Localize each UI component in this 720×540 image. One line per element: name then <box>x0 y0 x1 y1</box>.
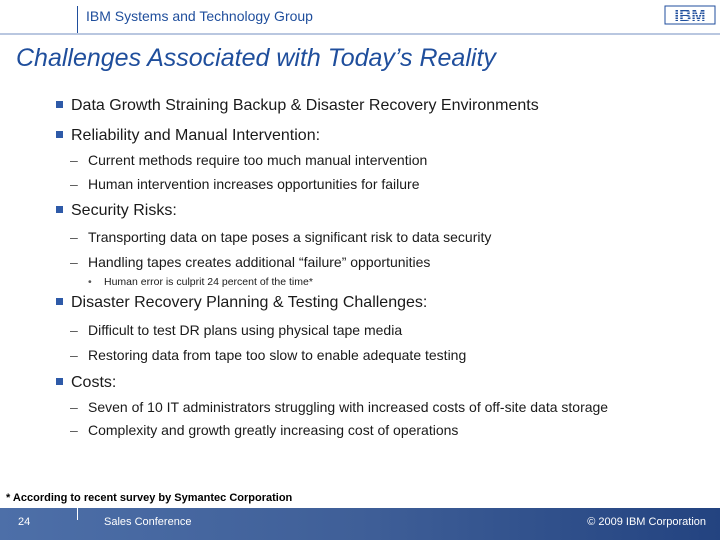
svg-text:IBM: IBM <box>674 6 706 25</box>
sub-bullet-item <box>70 347 466 363</box>
footer-divider <box>77 508 78 520</box>
bullet-text: Difficult to test DR plans using physical tape media <box>88 322 403 338</box>
bullet-text: Complexity and growth greatly increasing cost of operations <box>88 422 459 438</box>
slide-footer <box>0 508 720 540</box>
square-bullet-icon <box>56 206 63 213</box>
bullet-text: Costs: <box>71 374 117 391</box>
dash-bullet-icon: – <box>70 347 78 363</box>
sub-bullet-item <box>70 152 427 168</box>
dash-bullet-icon: – <box>70 152 78 168</box>
square-bullet-icon <box>56 298 63 305</box>
page-number: 24 <box>18 516 31 528</box>
sub-bullet-item <box>70 254 430 270</box>
square-bullet-icon <box>56 378 63 385</box>
bullet-item <box>56 294 427 312</box>
bullet-item <box>56 374 116 392</box>
dash-bullet-icon: – <box>70 254 78 270</box>
bullet-text: Seven of 10 IT administrators struggling with increased costs of off-site data storage <box>88 399 609 415</box>
dash-bullet-icon: – <box>70 322 78 338</box>
bullet-text: Data Growth Straining Backup & Disaster Recovery Environments <box>71 97 539 114</box>
bullet-text: Human error is culprit 24 percent of the time* <box>104 276 313 288</box>
bullet-text: Handling tapes creates additional “failure” opportunities <box>88 254 431 270</box>
event-name: Sales Conference <box>104 516 192 528</box>
bullet-text: Security Risks: <box>71 202 177 219</box>
bullet-item <box>56 127 320 145</box>
group-name: IBM Systems and Technology Group <box>86 8 313 24</box>
square-bullet-icon <box>56 131 63 138</box>
bullet-text: Disaster Recovery Planning & Testing Challenges: <box>71 294 428 311</box>
bullet-item <box>56 202 177 220</box>
footnote: * According to recent survey by Symantec Corporation <box>6 492 293 504</box>
dash-bullet-icon: – <box>70 176 78 192</box>
dash-bullet-icon: – <box>70 422 78 438</box>
square-bullet-icon <box>56 101 63 108</box>
copyright: © 2009 IBM Corporation <box>587 516 706 528</box>
dash-bullet-icon: – <box>70 229 78 245</box>
sub-bullet-item <box>70 229 491 245</box>
sub-bullet-item <box>70 399 608 415</box>
bullet-text: Current methods require too much manual intervention <box>88 152 428 168</box>
slide-title: Challenges Associated with Today’s Reality <box>16 44 496 72</box>
dot-bullet-icon: • <box>88 276 92 288</box>
bullet-text: Reliability and Manual Intervention: <box>71 127 321 144</box>
bullet-text: Human intervention increases opportunities for failure <box>88 176 420 192</box>
bullet-item <box>56 97 539 115</box>
bullet-text: Transporting data on tape poses a significant risk to data security <box>88 229 492 245</box>
sub-bullet-item <box>70 422 458 438</box>
dash-bullet-icon: – <box>70 399 78 415</box>
bullet-text: Restoring data from tape too slow to enable adequate testing <box>88 347 467 363</box>
sub-sub-bullet-item <box>88 276 313 288</box>
sub-bullet-item <box>70 176 420 192</box>
sub-bullet-item <box>70 322 402 338</box>
